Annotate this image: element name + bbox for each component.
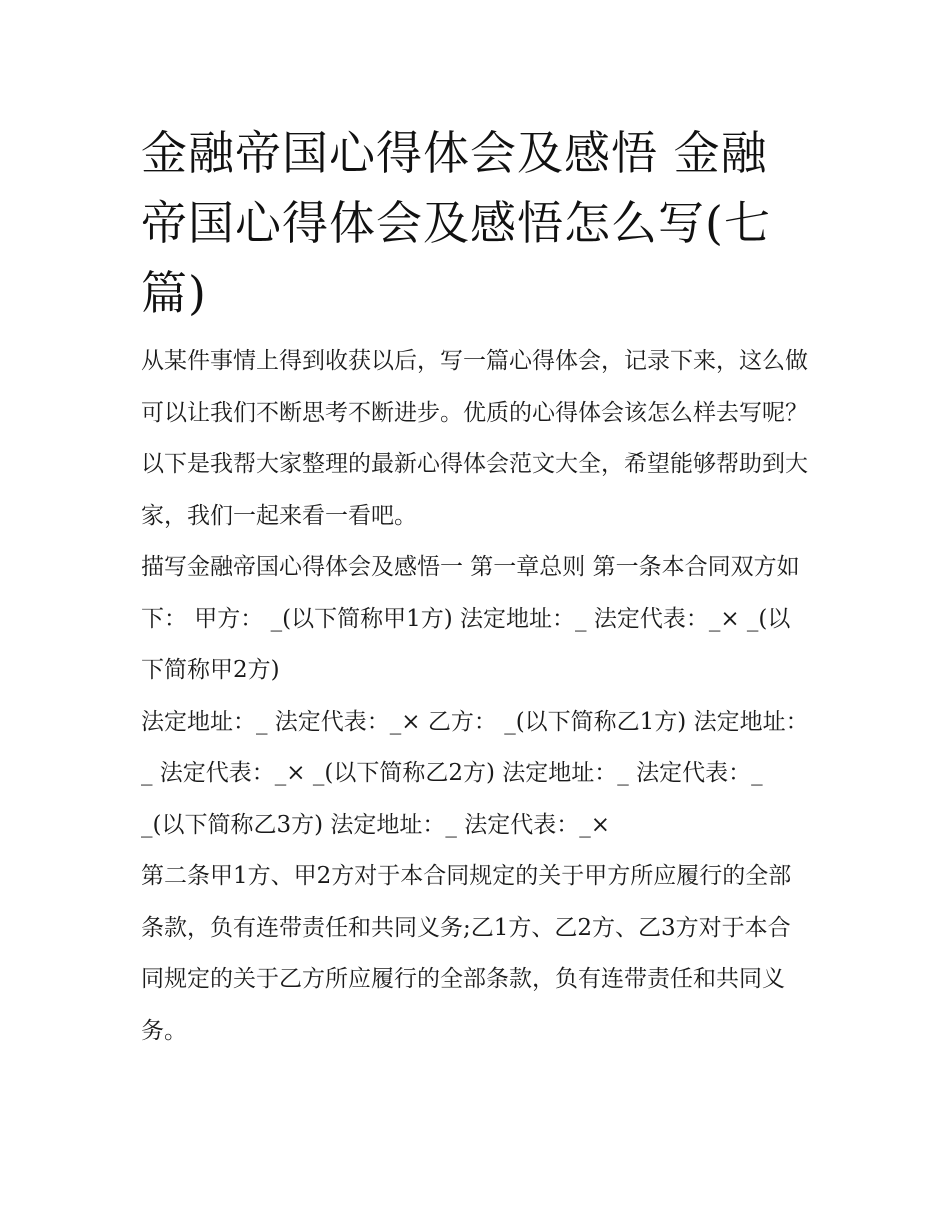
document-body bbox=[141, 336, 813, 1057]
party-b-paragraph: 法定地址：_ 法定代表：_× 乙方： _(以下简称乙1方) 法定地址：_ 法定代表：_× _(以下简称乙2方) 法定地址：_ 法定代表：_ bbox=[141, 708, 809, 786]
party-b3-paragraph: _(以下简称乙3方) 法定地址：_ 法定代表：_× bbox=[141, 811, 610, 838]
article-two-paragraph: 第二条甲1方、甲2方对于本合同规定的关于甲方所应履行的全部条款，负有连带责任和共同义务;乙1方、乙2方、乙3方对于本合同规定的关于乙方所应履行的全部条款，负有连带责任和共同义务。 bbox=[141, 863, 792, 1044]
document-page bbox=[141, 118, 813, 1057]
contract-parties-paragraph: 描写金融帝国心得体会及感悟一 第一章总则 第一条本合同双方如下： 甲方： _(以下简称甲1方) 法定地址：_ 法定代表：_× _(以下简称甲2方) bbox=[141, 554, 800, 683]
intro-paragraph: 从某件事情上得到收获以后，写一篇心得体会，记录下来，这么做可以让我们不断思考不断进步。优质的心得体会该怎么样去写呢？以下是我帮大家整理的最新心得体会范文大全，希望能够帮助到大家，我们一起来看一看吧。 bbox=[141, 348, 808, 529]
document-title: 金融帝国心得体会及感悟 金融帝国心得体会及感悟怎么写(七篇) bbox=[141, 126, 771, 320]
